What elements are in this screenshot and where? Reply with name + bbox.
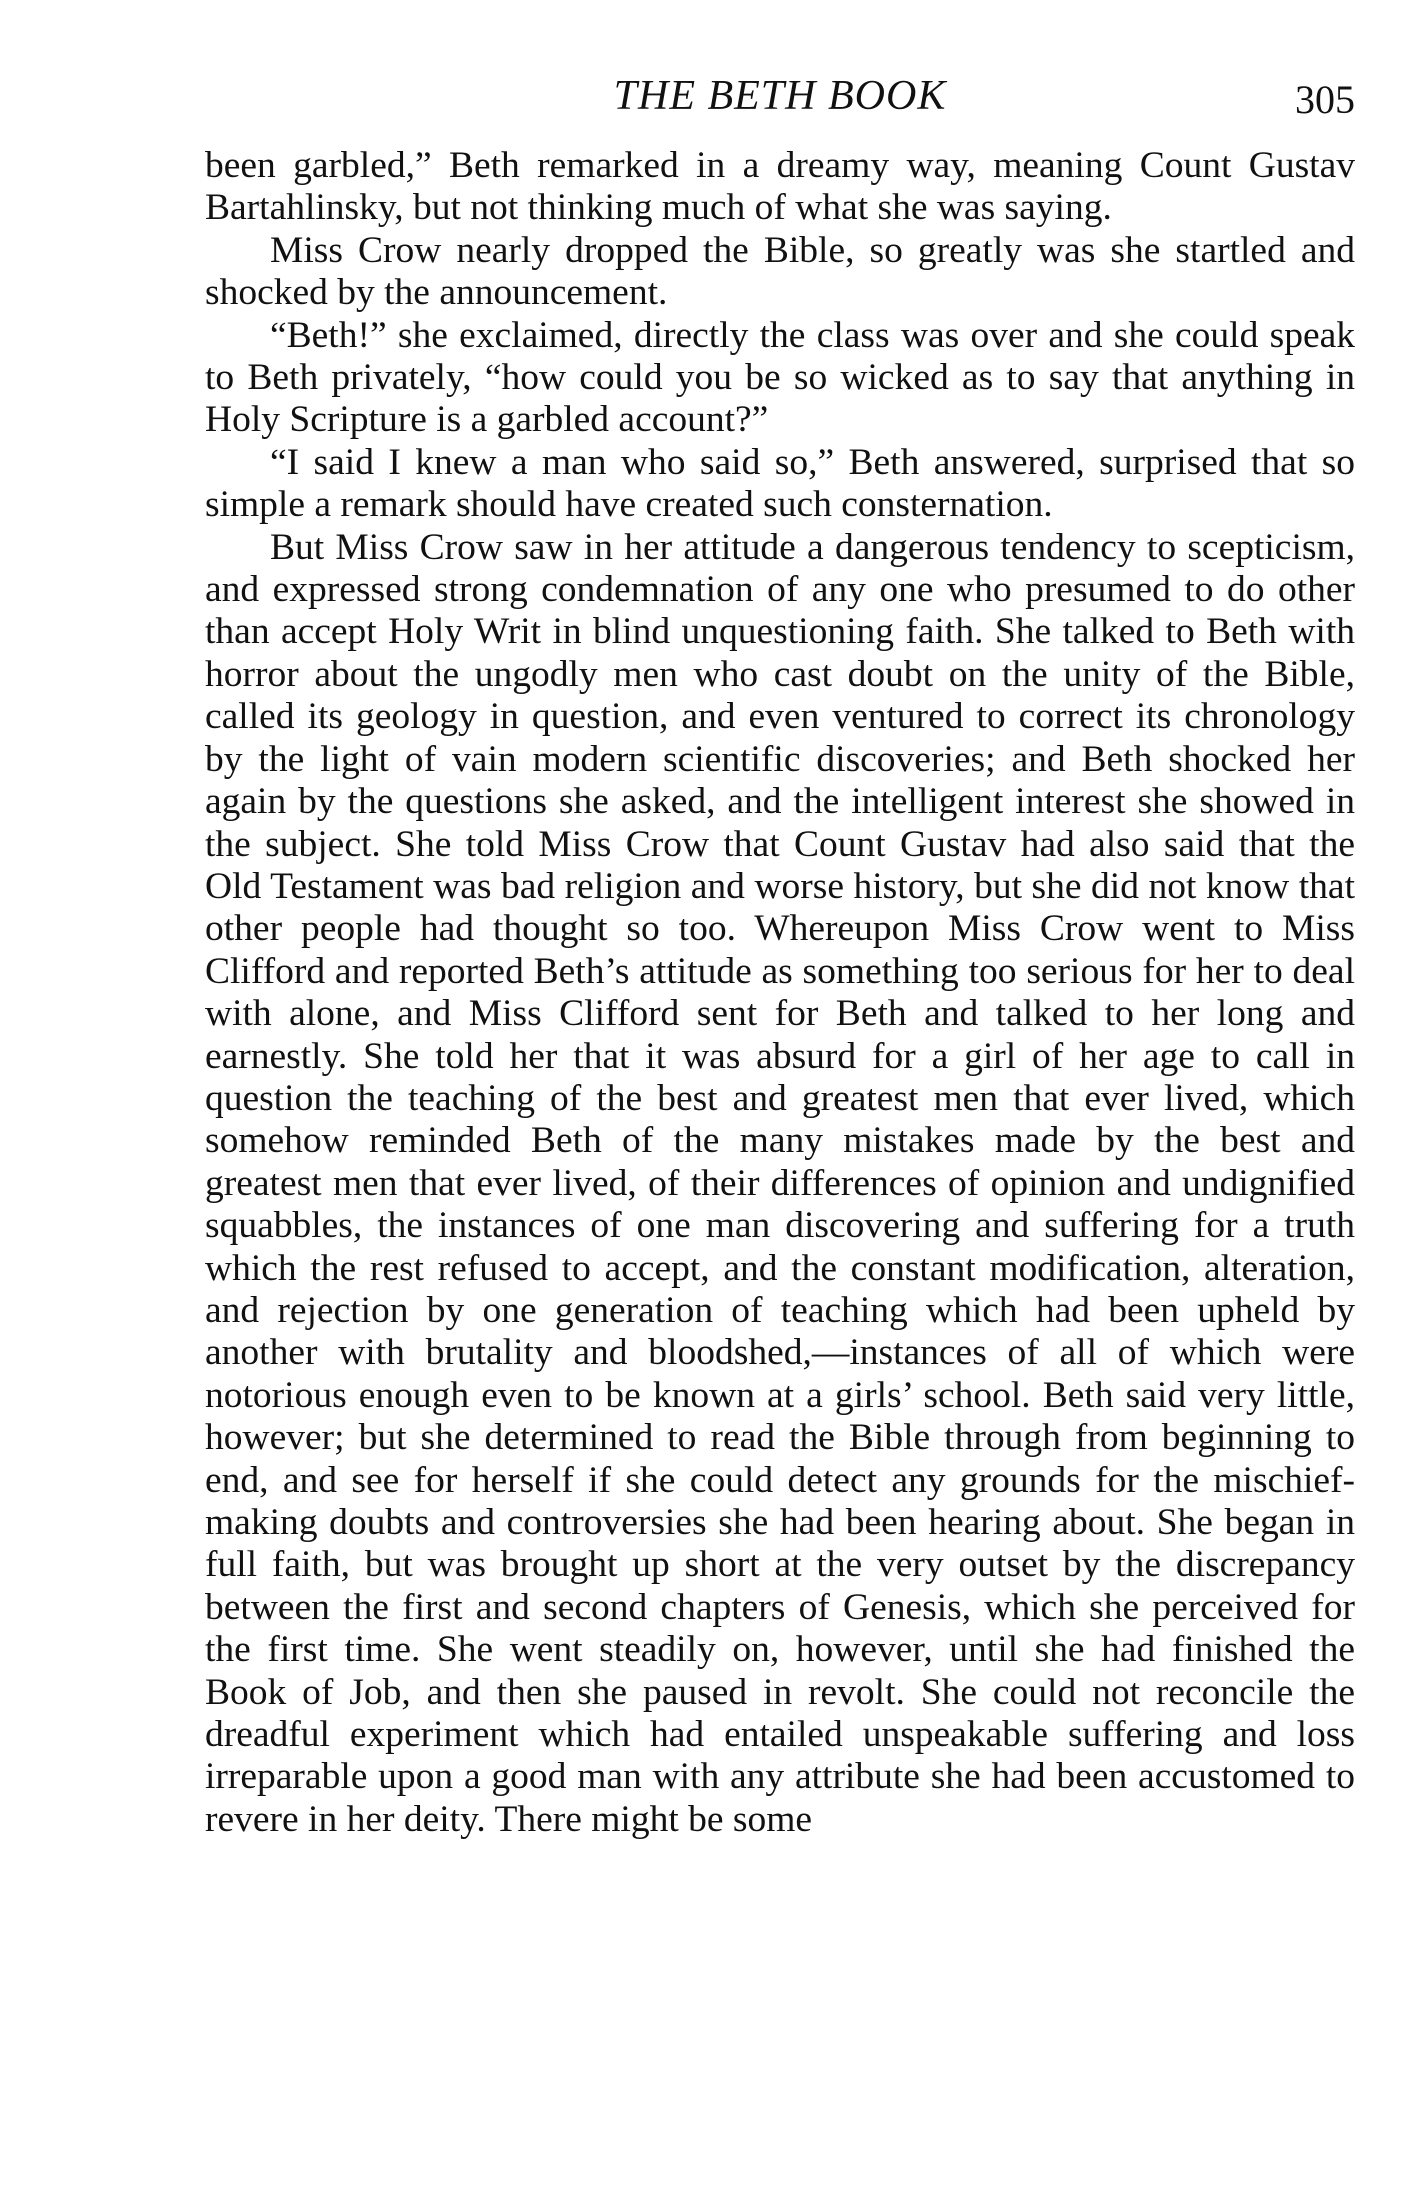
paragraph: But Miss Crow saw in her attitude a dangerous tendency to scepticism, and expressed strong condemnation of any one who presumed to do other than accept Holy Writ in blind unquestioning faith. She talked to Beth with horror about the ungodly men who cast doubt on the unity of the Bible, called its geology in question, and even ventured to correct its chronology by the light of vain modern scientific discoveries; and Beth shocked her again by the questions she asked, and the intelligent interest she showed in the subject. She told Miss Crow that Count Gustav had also said that the Old Testament was bad religion and worse history, but she did not know that other people had thought so too. Whereupon Miss Crow went to Miss Clifford and reported Beth’s attitude as something too serious for her to deal with alone, and Miss Clifford sent for Beth and talked to her long and earnestly. She told her that it was absurd for a girl of her age to call in question the teaching of the best and greatest men that ever lived, which somehow reminded Beth of the many mistakes made by the best and greatest men that ever lived, of their differences of opinion and undignified squabbles, the instances of one man discovering and suffering for a truth which the rest refused to accept, and the constant modification, alteration, and rejection by one generation of teaching which had been upheld by another with brutality and bloodshed,—instances of all of which were notorious enough even to be known at a girls’ school. Beth said very little, however; but she determined to read the Bible through from beginning to end, and see for herself if she could detect any grounds for the mischief-making doubts and controversies she had been hearing about. She began in full faith, but was brought up short at the very outset by the discrepancy between the first and second chapters of Genesis, which she perceived for the first time. She went steadily on, however, until she had finished the Book of Job, and then she paused in revolt. She could not reconcile the dreadful experiment which had entailed unspeakable suffering and loss irreparable upon a good man with any attribute she had been accustomed to revere in her deity. There might be some xyxy=(205,526,1355,1840)
paragraph-continuation: been garbled,” Beth remarked in a dreamy way, meaning Count Gustav Bartahlinsky, but not thinking much of what she was saying. xyxy=(205,145,1355,229)
paragraph: “Beth!” she exclaimed, directly the class was over and she could speak to Beth privately, “how could you be so wicked as to say that anything in Holy Scripture is a garbled account?” xyxy=(205,314,1355,441)
paragraph: Miss Crow nearly dropped the Bible, so greatly was she startled and shocked by the announcement. xyxy=(205,229,1355,314)
running-head xyxy=(205,70,1355,130)
paragraph: “I said I knew a man who said so,” Beth answered, surprised that so simple a remark should have created such consternation. xyxy=(205,441,1355,526)
running-title: THE BETH BOOK xyxy=(613,73,947,119)
page-number: 305 xyxy=(1295,77,1355,122)
body-text xyxy=(205,145,1355,1841)
